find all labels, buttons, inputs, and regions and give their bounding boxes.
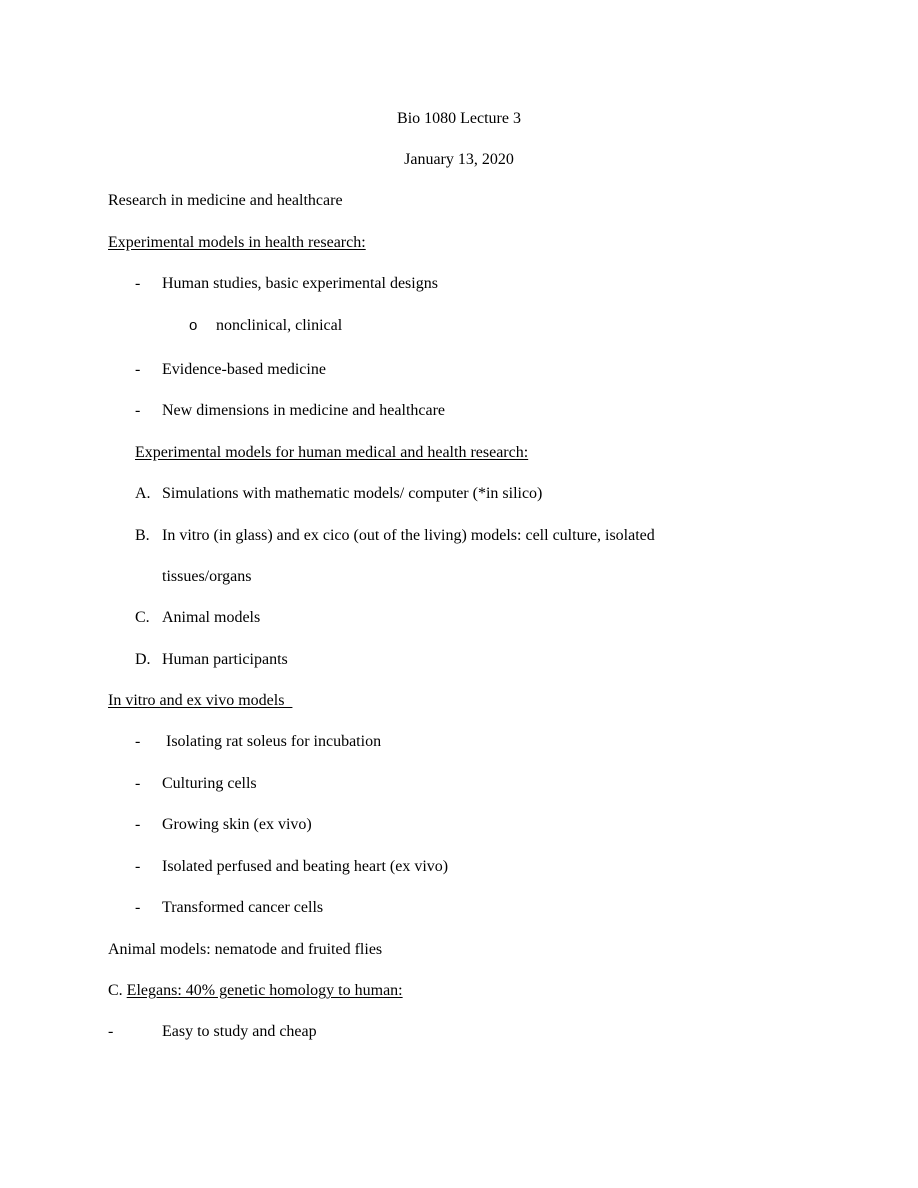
list-item-text: Simulations with mathematic models/ computer (*in silico) <box>162 485 543 502</box>
list-marker: - <box>135 858 141 875</box>
list-item-text: Isolating rat soleus for incubation <box>162 733 382 750</box>
elegans-heading <box>108 981 403 1001</box>
list-marker: - <box>135 361 141 378</box>
list-item-text: Animal models <box>162 609 261 626</box>
document-title: Bio 1080 Lecture 3 <box>397 110 521 127</box>
document-date: January 13, 2020 <box>404 151 514 168</box>
list-item-text: Culturing cells <box>162 775 257 792</box>
list-item-continuation: tissues/organs <box>162 568 252 585</box>
list-marker: - <box>135 402 141 419</box>
list-item-text: nonclinical, clinical <box>216 317 343 334</box>
list-item-text: Evidence-based medicine <box>162 361 326 378</box>
list-item-text: Human participants <box>162 651 288 668</box>
list-item-text: Isolated perfused and beating heart (ex vivo) <box>162 858 449 875</box>
list-marker: - <box>135 733 141 750</box>
list-marker: C. <box>135 609 150 626</box>
list-marker: A. <box>135 485 151 502</box>
elegans-prefix: C. <box>108 982 127 999</box>
list-item-text: Transformed cancer cells <box>162 899 324 916</box>
list-item-text: In vitro (in glass) and ex cico (out of the living) models: cell culture, isolated <box>162 527 655 544</box>
section-heading: Experimental models in health research: <box>108 234 366 251</box>
list-item-text: Human studies, basic experimental designs <box>162 275 438 292</box>
list-marker: B. <box>135 527 150 544</box>
list-item-text: Growing skin (ex vivo) <box>162 816 312 833</box>
animal-models-text: Animal models: nematode and fruited flies <box>108 941 383 958</box>
list-item-text: New dimensions in medicine and healthcare <box>162 402 446 419</box>
list-marker: - <box>135 275 141 292</box>
list-marker: - <box>108 1023 114 1040</box>
section-heading: Experimental models for human medical and health research: <box>135 444 529 461</box>
list-marker: - <box>135 775 141 792</box>
sub-bullet-marker: o <box>189 317 198 334</box>
elegans-heading-text: Elegans: 40% genetic homology to human: <box>126 982 403 999</box>
list-marker: - <box>135 899 141 916</box>
section-heading: In vitro and ex vivo models <box>108 692 293 709</box>
intro-text: Research in medicine and healthcare <box>108 192 343 209</box>
list-item-text: Easy to study and cheap <box>162 1023 317 1040</box>
list-marker: D. <box>135 651 151 668</box>
list-marker: - <box>135 816 141 833</box>
